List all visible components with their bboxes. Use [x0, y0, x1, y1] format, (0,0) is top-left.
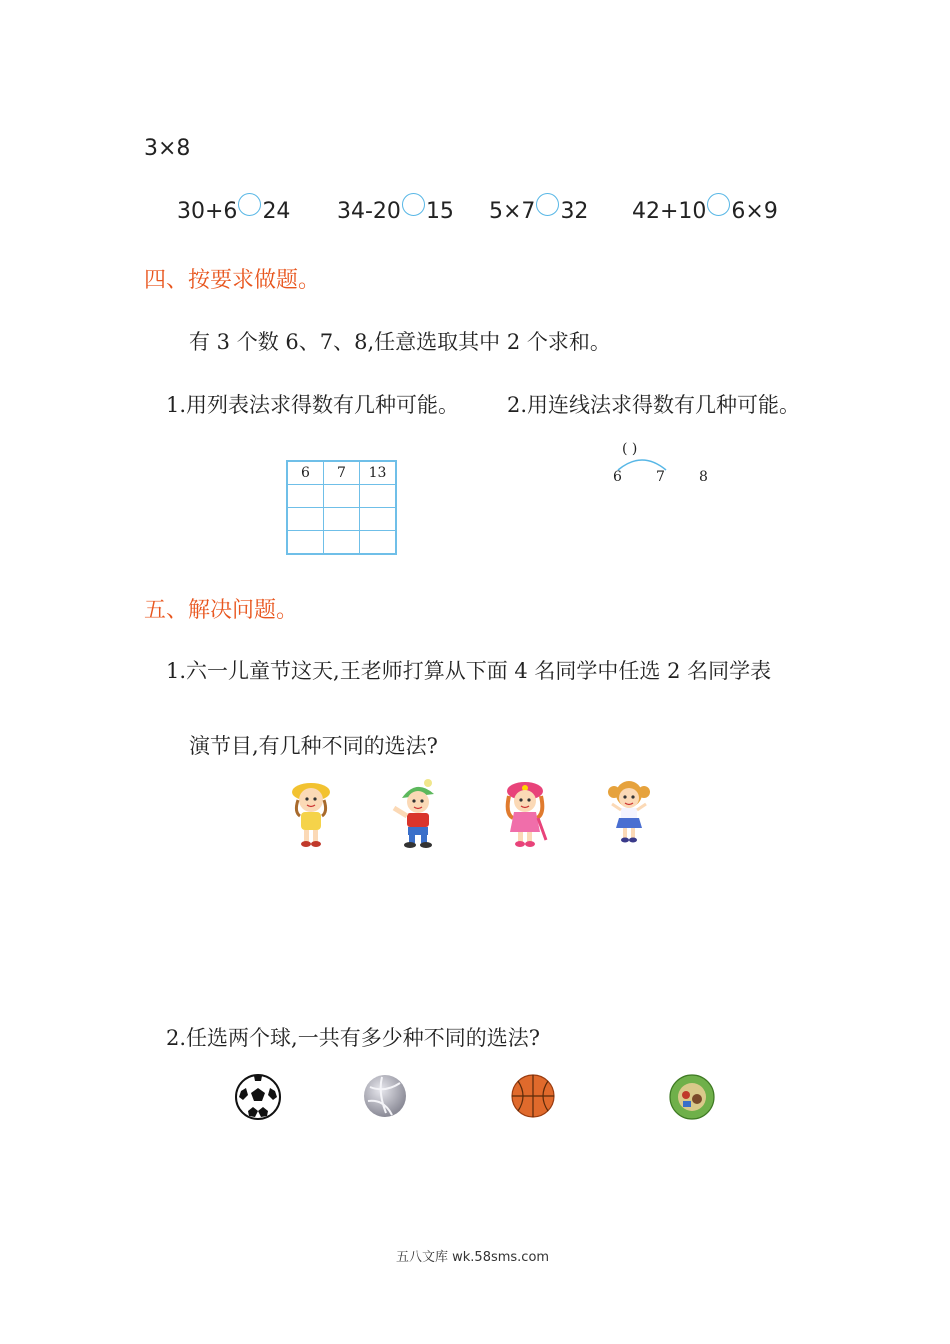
comparison-right: 6×9	[731, 199, 778, 224]
comparison-4	[632, 199, 778, 224]
table-cell[interactable]	[287, 485, 324, 508]
footer-watermark: 五八文库 wk.58sms.com	[396, 1250, 550, 1265]
section-5-heading: 五、解决问题。	[144, 598, 299, 623]
comparison-right: 24	[262, 199, 291, 224]
basketball-icon	[510, 1073, 556, 1119]
section-4-question-2: 2.用连线法求得数有几种可能。	[507, 393, 801, 417]
section-5-question-1-line-1: 1.六一儿童节这天,王老师打算从下面 4 名同学中任选 2 名同学表	[166, 659, 772, 683]
section-4-prompt: 有 3 个数 6、7、8,任意选取其中 2 个求和。	[189, 330, 611, 354]
table-cell: 6	[287, 461, 324, 485]
girl-yellow-hat-icon	[286, 778, 336, 848]
link-number: 8	[699, 469, 708, 485]
table-cell[interactable]	[360, 508, 397, 531]
table-cell: 7	[324, 461, 360, 485]
table-cell: 13	[360, 461, 397, 485]
comparison-1	[177, 199, 290, 224]
link-number: 6	[613, 469, 622, 485]
comparison-circle[interactable]	[707, 193, 730, 216]
list-table[interactable]	[286, 460, 397, 555]
section-5-question-2: 2.任选两个球,一共有多少种不同的选法?	[166, 1026, 540, 1050]
table-cell[interactable]	[360, 531, 397, 555]
section-5-question-1-line-2: 演节目,有几种不同的选法?	[189, 734, 438, 758]
table-row	[287, 508, 396, 531]
comparison-3	[489, 199, 588, 224]
girl-pigtails-icon	[604, 778, 654, 844]
table-row	[287, 531, 396, 555]
link-paren: ( )	[622, 441, 638, 457]
comparison-circle[interactable]	[402, 193, 425, 216]
top-expression: 3×8	[144, 136, 191, 161]
comparison-right: 32	[560, 199, 589, 224]
comparison-left: 30+6	[177, 199, 238, 224]
link-number: 7	[656, 469, 665, 485]
section-4-heading: 四、按要求做题。	[144, 268, 321, 293]
toy-ball-icon	[668, 1073, 716, 1121]
comparison-circle[interactable]	[238, 193, 261, 216]
soccer-ball-icon	[234, 1073, 282, 1121]
table-cell[interactable]	[324, 508, 360, 531]
table-cell[interactable]	[360, 485, 397, 508]
comparison-circle[interactable]	[536, 193, 559, 216]
comparison-left: 42+10	[632, 199, 707, 224]
volleyball-icon	[362, 1073, 408, 1119]
boy-green-hat-icon	[388, 778, 446, 848]
table-row	[287, 461, 396, 485]
table-cell[interactable]	[324, 531, 360, 555]
table-cell[interactable]	[287, 531, 324, 555]
table-cell[interactable]	[287, 508, 324, 531]
table-cell[interactable]	[324, 485, 360, 508]
table-row	[287, 485, 396, 508]
comparison-right: 15	[425, 199, 454, 224]
section-4-question-1: 1.用列表法求得数有几种可能。	[166, 393, 460, 417]
comparison-2	[337, 199, 454, 224]
comparison-left: 34-20	[337, 199, 401, 224]
comparison-left: 5×7	[489, 199, 536, 224]
girl-pink-hat-icon	[500, 778, 550, 848]
